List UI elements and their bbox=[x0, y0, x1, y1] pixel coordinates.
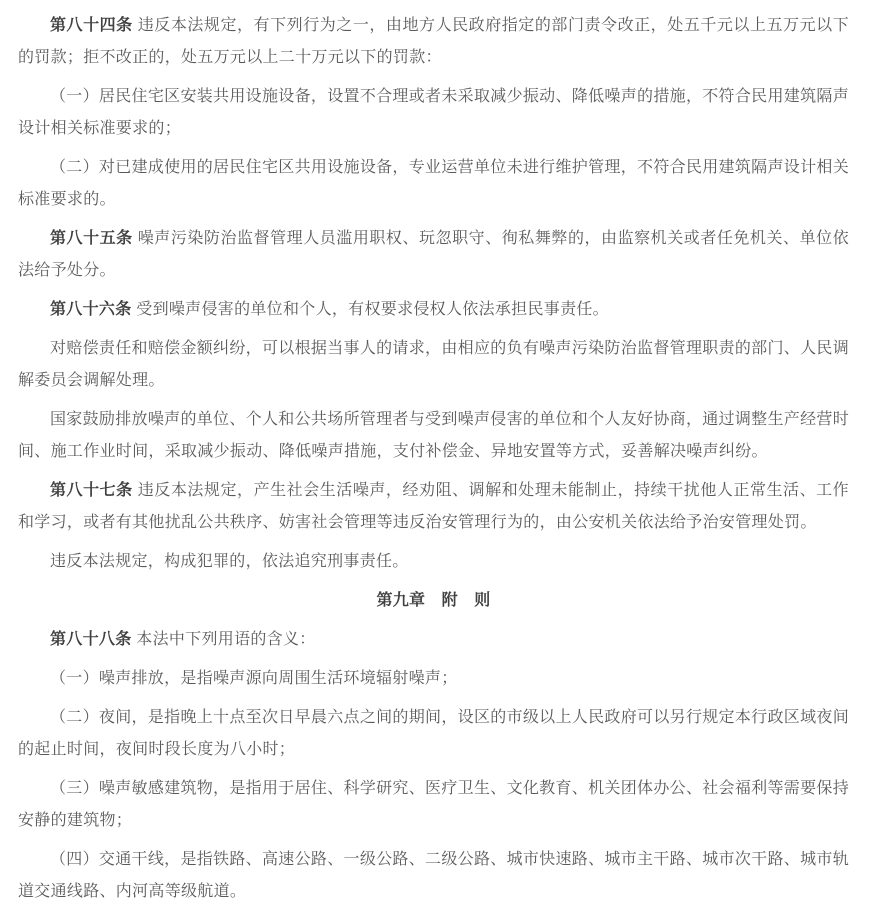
paragraph-text: 违反本法规定，有下列行为之一，由地方人民政府指定的部门责令改正，处五千元以上五万元以下的罚款；拒不改正的，处五万元以上二十万元以下的罚款： bbox=[18, 17, 849, 66]
paragraph-text: 违反本法规定，产生社会生活噪声，经劝阻、调解和处理未能制止，持续干扰他人正常生活、工作和学习，或者有其他扰乱公共秩序、妨害社会管理等违反治安管理行为的，由公安机关依法给予治安管理处罚。 bbox=[18, 482, 849, 531]
paragraph-text: （一）噪声排放，是指噪声源向周围生活环境辐射噪声； bbox=[50, 670, 458, 687]
chapter-heading-text: 第九章 附 则 bbox=[376, 592, 491, 609]
paragraph-text: 违反本法规定，构成犯罪的，依法追究刑事责任。 bbox=[50, 553, 409, 570]
paragraph-text: （二）夜间，是指晚上十点至次日早晨六点之间的期间，设区的市级以上人民政府可以另行规定本行政区域夜间的起止时间，夜间时段长度为八小时； bbox=[18, 709, 849, 758]
paragraph-text: （一）居民住宅区安装共用设施设备，设置不合理或者未采取减少振动、降低噪声的措施，不符合民用建筑隔声设计相关标准要求的； bbox=[18, 88, 849, 137]
law-paragraph bbox=[18, 475, 849, 539]
article-number: 第八十八条 bbox=[50, 631, 132, 648]
law-paragraph bbox=[18, 223, 849, 287]
article-number: 第八十五条 bbox=[50, 230, 133, 247]
law-paragraph bbox=[18, 10, 849, 74]
paragraph-text: 对赔偿责任和赔偿金额纠纷，可以根据当事人的请求，由相应的负有噪声污染防治监督管理职责的部门、人民调解委员会调解处理。 bbox=[18, 340, 849, 389]
law-paragraph bbox=[18, 404, 849, 468]
law-paragraph bbox=[18, 81, 849, 145]
paragraph-text: （三）噪声敏感建筑物，是指用于居住、科学研究、医疗卫生、文化教育、机关团体办公、社会福利等需要保持安静的建筑物； bbox=[18, 780, 849, 829]
law-paragraph bbox=[18, 152, 849, 216]
law-paragraph bbox=[18, 294, 849, 326]
law-paragraph bbox=[18, 333, 849, 397]
law-paragraph bbox=[18, 663, 849, 695]
paragraph-text: 受到噪声侵害的单位和个人，有权要求侵权人依法承担民事责任。 bbox=[136, 301, 609, 318]
paragraph-text: （四）交通干线，是指铁路、高速公路、一级公路、二级公路、城市快速路、城市主干路、城市次干路、城市轨道交通线路、内河高等级航道。 bbox=[18, 851, 849, 900]
article-number: 第八十六条 bbox=[50, 301, 132, 318]
paragraph-text: 国家鼓励排放噪声的单位、个人和公共场所管理者与受到噪声侵害的单位和个人友好协商，通过调整生产经营时间、施工作业时间，采取减少振动、降低噪声措施，支付补偿金、异地安置等方式，妥善解决噪声纠纷。 bbox=[18, 411, 849, 460]
paragraph-text: （二）对已建成使用的居民住宅区共用设施设备，专业运营单位未进行维护管理，不符合民用建筑隔声设计相关标准要求的。 bbox=[18, 159, 849, 208]
law-paragraph bbox=[18, 546, 849, 578]
law-paragraph bbox=[18, 773, 849, 837]
chapter-heading bbox=[18, 585, 849, 617]
law-paragraph bbox=[18, 844, 849, 908]
law-paragraph bbox=[18, 702, 849, 766]
paragraph-text: 本法中下列用语的含义： bbox=[136, 631, 316, 648]
law-paragraph bbox=[18, 624, 849, 656]
article-number: 第八十四条 bbox=[50, 17, 133, 34]
paragraph-text: 噪声污染防治监督管理人员滥用职权、玩忽职守、徇私舞弊的，由监察机关或者任免机关、单位依法给予处分。 bbox=[18, 230, 849, 279]
article-number: 第八十七条 bbox=[50, 482, 133, 499]
